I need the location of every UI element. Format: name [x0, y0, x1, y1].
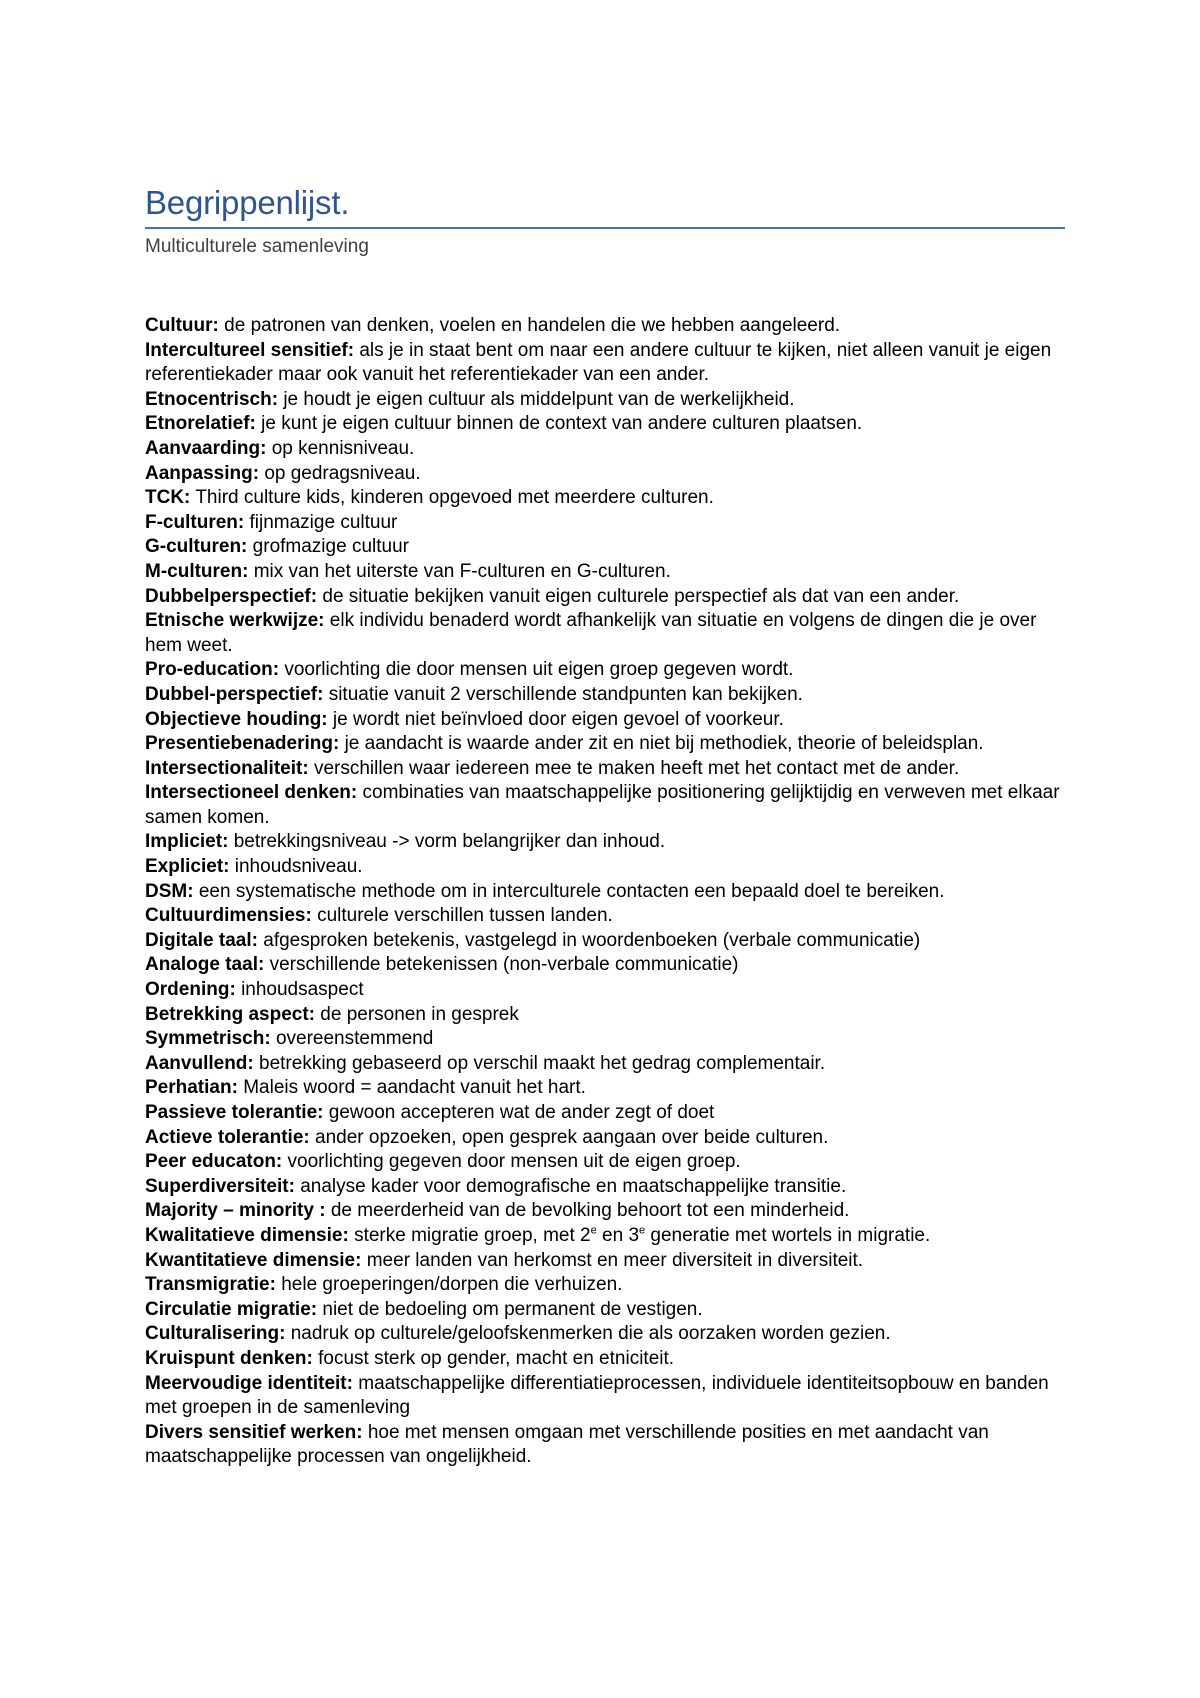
term-entry	[145, 1003, 1065, 1028]
term-entry	[145, 708, 1065, 733]
term-name: Symmetrisch:	[145, 1028, 271, 1050]
term-name: F-culturen:	[145, 511, 245, 533]
term-entry	[145, 388, 1065, 413]
term-definition: de meerderheid van de bevolking behoort tot een minderheid.	[330, 1200, 850, 1222]
term-entry	[145, 437, 1065, 462]
term-entry	[145, 1150, 1065, 1175]
term-name: Digitale taal:	[145, 929, 258, 951]
term-name: TCK:	[145, 487, 191, 509]
term-name: Etnorelatief:	[145, 413, 256, 435]
term-entry	[145, 511, 1065, 536]
term-entry	[145, 1421, 1065, 1470]
term-name: Aanpassing:	[145, 462, 260, 484]
term-definition	[354, 1225, 930, 1246]
term-definition: je aandacht is waarde ander zit en niet bij methodiek, theorie of beleidsplan.	[344, 733, 984, 755]
term-definition: nadruk op culturele/geloofskenmerken die als oorzaken worden gezien.	[290, 1323, 891, 1345]
term-entry	[145, 1249, 1065, 1274]
term-entry	[145, 929, 1065, 954]
term-entry	[145, 609, 1065, 658]
term-name: M-culturen:	[145, 560, 249, 582]
term-entry	[145, 1076, 1065, 1101]
title-underline	[145, 227, 1065, 229]
term-definition: je kunt je eigen cultuur binnen de context van andere culturen plaatsen.	[261, 413, 863, 435]
term-entry	[145, 904, 1065, 929]
term-name: Dubbel-perspectief:	[145, 683, 324, 705]
term-entry	[145, 486, 1065, 511]
term-definition: situatie vanuit 2 verschillende standpunten kan bekijken.	[328, 683, 803, 705]
term-entry	[145, 1322, 1065, 1347]
term-name: Superdiversiteit:	[145, 1175, 295, 1197]
term-entry	[145, 880, 1065, 905]
term-definition: voorlichting gegeven door mensen uit de eigen groep.	[287, 1151, 741, 1173]
term-name: Kwantitatieve dimensie:	[145, 1249, 362, 1271]
term-name: Intersectioneel denken:	[145, 782, 358, 804]
document-title: Begrippenlijst.	[145, 184, 350, 221]
term-entry	[145, 781, 1065, 830]
term-entry	[145, 1199, 1065, 1224]
term-name: Divers sensitief werken:	[145, 1421, 363, 1443]
term-entry	[145, 855, 1065, 880]
term-definition: hoe met mensen omgaan met verschillende posities en met aandacht van maatschappelijke processen van ongelijkheid.	[145, 1421, 989, 1468]
term-entry	[145, 1126, 1065, 1151]
term-definition: maatschappelijke differentiatieprocessen, individuele identiteitsopbouw en banden met groepen in de samenleving	[145, 1372, 1049, 1419]
term-entry	[145, 1224, 1065, 1249]
term-name: Betrekking aspect:	[145, 1003, 316, 1025]
term-definition: combinaties van maatschappelijke positionering gelijktijdig en verweven met elkaar samen komen.	[145, 782, 1060, 828]
term-list	[145, 314, 1065, 1470]
term-name: Expliciet:	[145, 856, 230, 878]
term-entry	[145, 412, 1065, 437]
term-entry	[145, 535, 1065, 560]
term-name: Etnische werkwijze:	[145, 610, 325, 632]
term-entry	[145, 1027, 1065, 1052]
term-definition: betrekkingsniveau -> vorm belangrijker dan inhoud.	[233, 831, 666, 853]
term-name: Majority – minority :	[145, 1200, 326, 1222]
term-definition: afgesproken betekenis, vastgelegd in woordenboeken (verbale communicatie)	[263, 929, 921, 951]
term-name: Dubbelperspectief:	[145, 585, 318, 607]
term-entry	[145, 462, 1065, 487]
term-entry	[145, 1052, 1065, 1077]
term-definition: overeenstemmend	[275, 1028, 434, 1050]
term-definition: je wordt niet beïnvloed door eigen gevoel of voorkeur.	[332, 708, 784, 730]
term-definition: elk individu benaderd wordt afhankelijk van situatie en volgens de dingen die je over hem weet.	[145, 610, 1037, 656]
term-entry	[145, 830, 1065, 855]
term-definition: Third culture kids, kinderen opgevoed met meerdere culturen.	[195, 487, 714, 509]
superscript: e	[639, 1224, 646, 1237]
term-definition: je houdt je eigen cultuur als middelpunt van de werkelijkheid.	[283, 388, 795, 410]
superscript: e	[590, 1224, 597, 1237]
term-name: Culturalisering:	[145, 1323, 286, 1345]
term-name: Aanvullend:	[145, 1052, 254, 1074]
term-entry	[145, 1372, 1065, 1421]
term-definition: op gedragsniveau.	[264, 462, 421, 484]
term-name: Impliciet:	[145, 831, 229, 853]
term-name: DSM:	[145, 880, 194, 902]
term-definition: verschillende betekenissen (non-verbale communicatie)	[269, 954, 739, 976]
term-name: Peer educaton:	[145, 1151, 283, 1173]
term-name: Cultuur:	[145, 315, 219, 336]
term-definition: grofmazige cultuur	[252, 536, 409, 558]
term-definition: hele groeperingen/dorpen die verhuizen.	[281, 1274, 623, 1296]
term-name: Intercultureel sensitief:	[145, 339, 355, 361]
term-definition: mix van het uiterste van F-culturen en G-culturen.	[253, 560, 671, 582]
term-name: Kruispunt denken:	[145, 1347, 313, 1369]
term-definition: analyse kader voor demografische en maatschappelijke transitie.	[300, 1175, 847, 1197]
term-name: Analoge taal:	[145, 954, 265, 976]
term-name: Intersectionaliteit:	[145, 757, 309, 779]
term-definition: Maleis woord = aandacht vanuit het hart.	[243, 1077, 586, 1099]
term-entry	[145, 560, 1065, 585]
term-definition: de patronen van denken, voelen en handelen die we hebben aangeleerd.	[224, 315, 841, 336]
term-name: Presentiebenadering:	[145, 733, 340, 755]
term-entry	[145, 683, 1065, 708]
term-name: Transmigratie:	[145, 1274, 276, 1296]
term-entry	[145, 1175, 1065, 1200]
term-name: Etnocentrisch:	[145, 388, 279, 410]
term-name: Actieve tolerantie:	[145, 1126, 310, 1148]
document-content	[145, 183, 1065, 1470]
term-definition: ander opzoeken, open gesprek aangaan over beide culturen.	[315, 1126, 829, 1148]
term-definition: de situatie bekijken vanuit eigen culturele perspectief als dat van een ander.	[322, 585, 960, 607]
term-definition: betrekking gebaseerd op verschil maakt het gedrag complementair.	[259, 1052, 826, 1074]
term-definition: culturele verschillen tussen landen.	[317, 905, 613, 927]
term-entry	[145, 314, 1065, 339]
term-name: Pro-education:	[145, 659, 280, 681]
term-definition: meer landen van herkomst en meer diversiteit in diversiteit.	[366, 1249, 864, 1271]
term-name: Meervoudige identiteit:	[145, 1372, 353, 1394]
term-entry	[145, 757, 1065, 782]
term-definition: inhoudsniveau.	[234, 856, 363, 878]
term-name: G-culturen:	[145, 536, 248, 558]
term-definition: niet de bedoeling om permanent de vestigen.	[322, 1298, 703, 1320]
term-name: Ordening:	[145, 979, 236, 1001]
term-definition: een systematische methode om in interculturele contacten een bepaald doel te bereiken.	[198, 880, 945, 902]
definition-text: en 3	[596, 1224, 640, 1246]
definition-text: sterke migratie groep, met 2	[354, 1224, 591, 1246]
term-entry	[145, 1101, 1065, 1126]
document-subtitle: Multiculturele samenleving	[145, 236, 369, 257]
term-definition: inhoudsaspect	[241, 979, 364, 1001]
term-entry	[145, 732, 1065, 757]
term-name: Circulatie migratie:	[145, 1298, 318, 1320]
term-definition: verschillen waar iedereen mee te maken heeft met het contact met de ander.	[313, 757, 960, 779]
term-definition: voorlichting die door mensen uit eigen groep gegeven wordt.	[284, 659, 794, 681]
term-entry	[145, 585, 1065, 610]
term-definition: de personen in gesprek	[320, 1003, 519, 1025]
term-name: Objectieve houding:	[145, 708, 328, 730]
term-entry	[145, 339, 1065, 388]
term-entry	[145, 658, 1065, 683]
term-definition: op kennisniveau.	[271, 437, 415, 459]
term-name: Kwalitatieve dimensie:	[145, 1224, 349, 1246]
term-name: Cultuurdimensies:	[145, 905, 312, 927]
term-definition: gewoon accepteren wat de ander zegt of doet	[328, 1102, 715, 1123]
definition-text: generatie met wortels in migratie.	[645, 1224, 931, 1246]
term-name: Passieve tolerantie:	[145, 1102, 324, 1123]
term-definition: als je in staat bent om naar een andere cultuur te kijken, niet alleen vanuit je eigen referentiekader maar ook vanuit het referentiekader van een ander.	[145, 339, 1052, 386]
term-entry	[145, 1298, 1065, 1323]
term-entry	[145, 953, 1065, 978]
term-definition: focust sterk op gender, macht en etniciteit.	[318, 1347, 675, 1369]
term-definition: fijnmazige cultuur	[249, 511, 398, 533]
term-entry	[145, 1273, 1065, 1298]
term-name: Aanvaarding:	[145, 437, 267, 459]
term-entry	[145, 978, 1065, 1003]
term-name: Perhatian:	[145, 1077, 238, 1099]
term-entry	[145, 1347, 1065, 1372]
